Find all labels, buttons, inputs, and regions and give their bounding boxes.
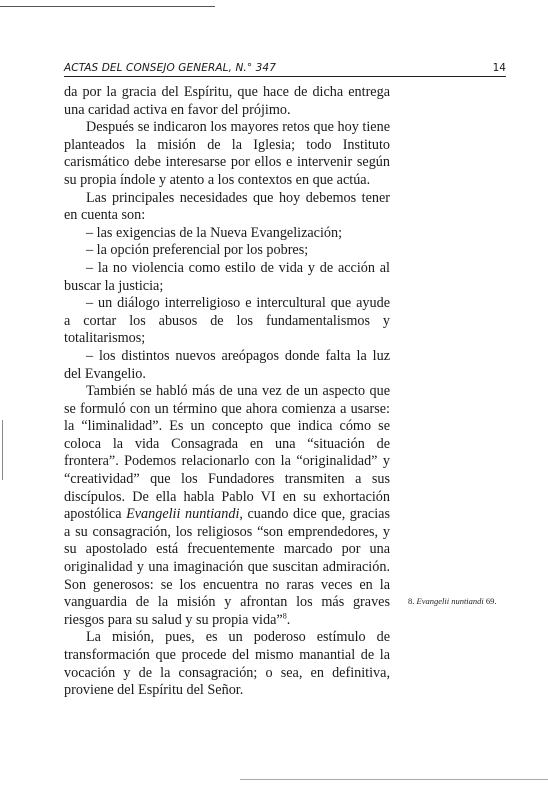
footnote-reference[interactable]: 8 <box>282 611 287 621</box>
paragraph-4 <box>64 383 390 629</box>
page-number: 14 <box>492 62 506 74</box>
paragraph-5: La misión, pues, es un poderoso estímulo de transformación que procede del mismo manantial de la vocación y de la consagración; o sea, en definitiva, proviene del Espíritu del Señor. <box>64 629 390 699</box>
journal-title: ACTAS DEL CONSEJO GENERAL, N.° 347 <box>64 62 276 74</box>
paragraph-1: da por la gracia del Espíritu, que hace de dicha entrega una caridad activa en favor del prójimo. <box>64 84 390 118</box>
list-item-4: – un diálogo interreligioso e intercultural que ayude a cortar los abusos de los fundamentalismos y totalitarismos; <box>64 295 390 347</box>
list-item-2: – la opción preferencial por los pobres; <box>86 242 309 259</box>
paragraph-4-text-a: También se habló más de una vez de un aspecto que se formuló con un término que ahora comienza a usarse: la “liminalidad”. Es un concepto que indica cómo se coloca la vida Consagrada en una “situación de frontera”. Podemos relacionarlo con la “originalidad” y “creatividad” que los Fundadores transmiten a sus discípulos. De ella habla Pablo VI en su exhortación apostólica <box>64 383 390 523</box>
list-item-5: – los distintos nuevos areópagos donde falta la luz del Evangelio. <box>64 347 390 382</box>
paragraph-4-text-b: cuando dice que, gracias a su consagración, los religiosos “son emprendedores, y su apostolado está frecuentemente marcado por una originalidad y una imaginación que suscitan admiración. Son generosos: se los encuentra no raras veces en la vanguardia de la misión y afrontan los más graves riesgos para su salud y su propia vida” <box>64 506 390 628</box>
top-rule <box>0 6 215 7</box>
footnote-number: 8. <box>408 596 415 606</box>
cited-work-title: Evangelii nuntiandi, <box>126 506 243 523</box>
list-item-1: – las exigencias de la Nueva Evangelización; <box>86 224 343 241</box>
paragraph-3: Las principales necesidades que hoy debemos tener en cuenta son: <box>64 189 390 224</box>
body-text <box>64 84 390 700</box>
paragraph-2: Después se indicaron los mayores retos que hoy tiene planteados la misión de la Iglesia; todo Instituto carismático debe interesarse por ellos e intervenir según su propia índole y atento a los contextos en que actúa. <box>64 119 390 188</box>
bottom-rule <box>240 779 548 780</box>
footnote-ref: 69. <box>485 596 497 606</box>
margin-mark <box>2 420 3 480</box>
running-header <box>64 62 506 77</box>
footnote-title: Evangelii nuntiandi <box>416 596 484 606</box>
footnote <box>408 596 497 606</box>
list-item-3: – la no violencia como estilo de vida y de acción al buscar la justicia; <box>64 259 390 294</box>
paragraph-4-end: . <box>286 611 291 628</box>
